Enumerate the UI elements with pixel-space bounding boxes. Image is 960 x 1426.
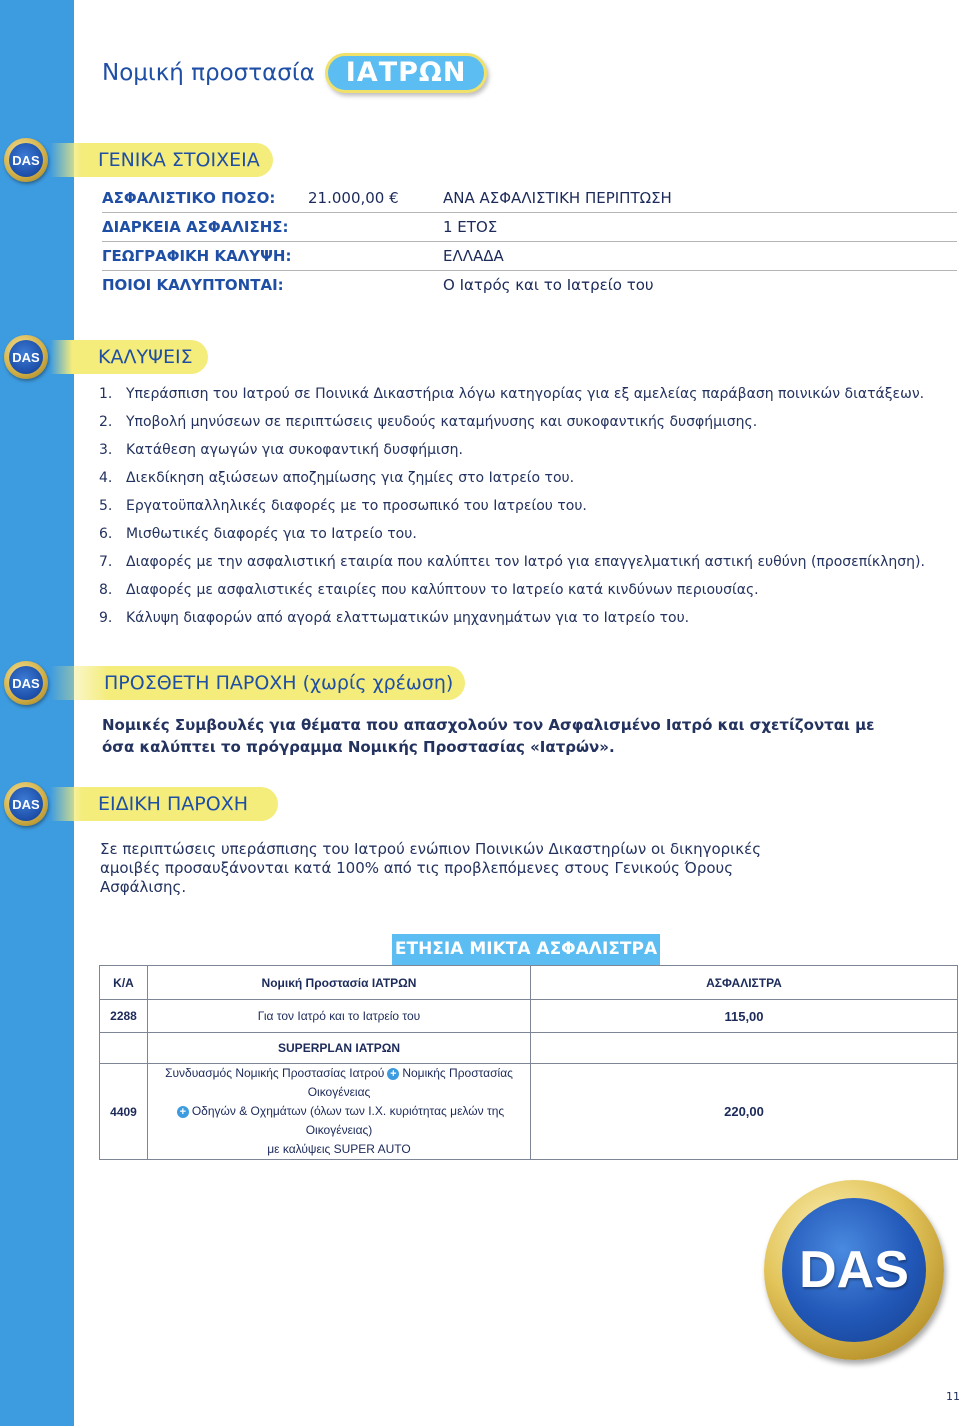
info-row	[102, 184, 957, 213]
empty-cell	[100, 1033, 148, 1064]
plus-icon: +	[177, 1106, 189, 1118]
info-amount	[308, 213, 443, 242]
section-header-coverage	[50, 340, 208, 374]
row-price: 220,00	[531, 1064, 958, 1160]
das-logo-icon: DAS	[4, 335, 48, 379]
section-header-special	[50, 787, 278, 821]
premium-title: ΕΤΗΣΙΑ ΜΙΚΤΑ ΑΣΦΑΛΙΣΤΡΑ	[392, 934, 660, 965]
header-code: Κ/Α	[100, 966, 148, 1000]
list-item: 9. Κάλυψη διαφορών από αγορά ελαττωματικών μηχανημάτων για το Ιατρείο του.	[99, 610, 690, 626]
row-desc	[148, 1064, 531, 1160]
info-amount	[308, 271, 443, 300]
row-desc: Για τον Ιατρό και το Ιατρείο του	[148, 1000, 531, 1033]
left-sidebar-bar	[0, 0, 74, 1426]
das-logo-icon: DAS	[4, 138, 48, 182]
section-header-general	[50, 143, 273, 177]
section-title-general: ΓΕΝΙΚΑ ΣΤΟΙΧΕΙΑ	[98, 149, 260, 171]
info-label: ΓΕΩΓΡΑΦΙΚΗ ΚΑΛΥΨΗ:	[102, 242, 308, 271]
section-title-special: ΕΙΔΙΚΗ ΠΑΡΟΧΗ	[98, 793, 248, 815]
section-title-coverage: ΚΑΛΥΨΕΙΣ	[98, 346, 193, 368]
info-amount: 21.000,00 €	[308, 184, 443, 213]
info-row	[102, 271, 957, 300]
title-badge: ΙΑΤΡΩΝ	[325, 53, 488, 93]
header-desc: Νομική Προστασία ΙΑΤΡΩΝ	[148, 966, 531, 1000]
info-value: ΑΝΑ ΑΣΦΑΛΙΣΤΙΚΗ ΠΕΡΙΠΤΩΣΗ	[443, 184, 957, 213]
row-price: 115,00	[531, 1000, 958, 1033]
info-value: ΕΛΛΑΔΑ	[443, 242, 957, 271]
premium-table	[99, 965, 958, 1160]
section-title-additional: ΠΡΟΣΘΕΤΗ ΠΑΡΟΧΗ (χωρίς χρέωση)	[104, 672, 454, 694]
page-title: Νομική προστασία	[102, 60, 315, 86]
list-item: 4. Διεκδίκηση αξιώσεων αποζημίωσης για ζημίες στο Ιατρείο του.	[99, 470, 575, 486]
list-item: 7. Διαφορές με την ασφαλιστική εταιρία που καλύπτει τον Ιατρό για επαγγελματική αστική ευθύνη (προσεπίκληση).	[99, 554, 925, 570]
info-label: ΠΟΙΟΙ ΚΑΛΥΠΤΟΝΤΑΙ:	[102, 276, 284, 294]
row2-line2: Οδηγών & Οχημάτων (όλων των Ι.Χ. κυριότητας μελών της Οικογένειας)	[191, 1104, 505, 1137]
row-code: 4409	[100, 1064, 148, 1160]
info-label: ΔΙΑΡΚΕΙΑ ΑΣΦΑΛΙΣΗΣ:	[102, 213, 308, 242]
table-row	[100, 1033, 958, 1064]
row2-line1b: Νομικής Προστασίας Οικογένειας	[307, 1066, 513, 1099]
table-row	[100, 1000, 958, 1033]
empty-cell	[531, 1033, 958, 1064]
plus-icon: +	[387, 1068, 399, 1080]
section-header-additional	[50, 666, 465, 700]
list-item: 2. Υποβολή μηνύσεων σε περιπτώσεις ψευδούς καταμήνυσης και συκοφαντικής δυσφήμισης.	[99, 414, 758, 430]
page-header	[102, 50, 487, 96]
das-logo-large: DAS	[764, 1180, 944, 1360]
header-price: ΑΣΦΑΛΙΣΤΡΑ	[531, 966, 958, 1000]
info-value: 1 ΕΤΟΣ	[443, 213, 957, 242]
list-item: 5. Εργατοϋπαλληλικές διαφορές με το προσωπικό του Ιατρείου του.	[99, 498, 587, 514]
coverage-list	[99, 380, 925, 632]
info-amount	[308, 242, 443, 271]
row2-line1a: Συνδυασμός Νομικής Προστασίας Ιατρού	[165, 1066, 385, 1080]
row-code: 2288	[100, 1000, 148, 1033]
info-row	[102, 242, 957, 271]
table-header-row	[100, 966, 958, 1000]
info-label: ΑΣΦΑΛΙΣΤΙΚΟ ΠΟΣΟ:	[102, 184, 308, 213]
row2-line3: με καλύψεις SUPER AUTO	[267, 1142, 411, 1156]
additional-benefit-text: Νομικές Συμβουλές για θέματα που απασχολούν τον Ασφαλισμένο Ιατρό και σχετίζονται με όσα καλύπτει το πρόγραμμα Νομικής Προστασίας «Ιατρών».	[102, 716, 875, 756]
list-item: 8. Διαφορές με ασφαλιστικές εταιρίες που καλύπτουν το Ιατρείο κατά κινδύνων περιουσίας.	[99, 582, 759, 598]
list-item: 6. Μισθωτικές διαφορές για το Ιατρείο του.	[99, 526, 417, 542]
page-number: 11	[946, 1390, 960, 1403]
superplan-label: SUPERPLAN ΙΑΤΡΩΝ	[148, 1033, 531, 1064]
table-row	[100, 1064, 958, 1160]
das-logo-icon: DAS	[4, 782, 48, 826]
das-logo-icon: DAS	[4, 661, 48, 705]
info-row	[102, 213, 957, 242]
info-value: Ο Ιατρός και το Ιατρείο του	[443, 276, 654, 294]
list-item: 3. Κατάθεση αγωγών για συκοφαντική δυσφήμιση.	[99, 442, 463, 458]
list-item: 1. Υπεράσπιση του Ιατρού σε Ποινικά Δικαστήρια λόγω κατηγορίας για εξ αμελείας παράβαση ποινικών διατάξεων.	[99, 386, 925, 402]
general-info-table	[102, 184, 957, 299]
special-benefit-text: Σε περιπτώσεις υπεράσπισης του Ιατρού ενώπιον Ποινικών Δικαστηρίων οι δικηγορικές αμοιβές προσαυξάνονται κατά 100% από τις προβλεπόμενες στους Γενικούς Όρους Ασφάλισης.	[100, 840, 761, 896]
